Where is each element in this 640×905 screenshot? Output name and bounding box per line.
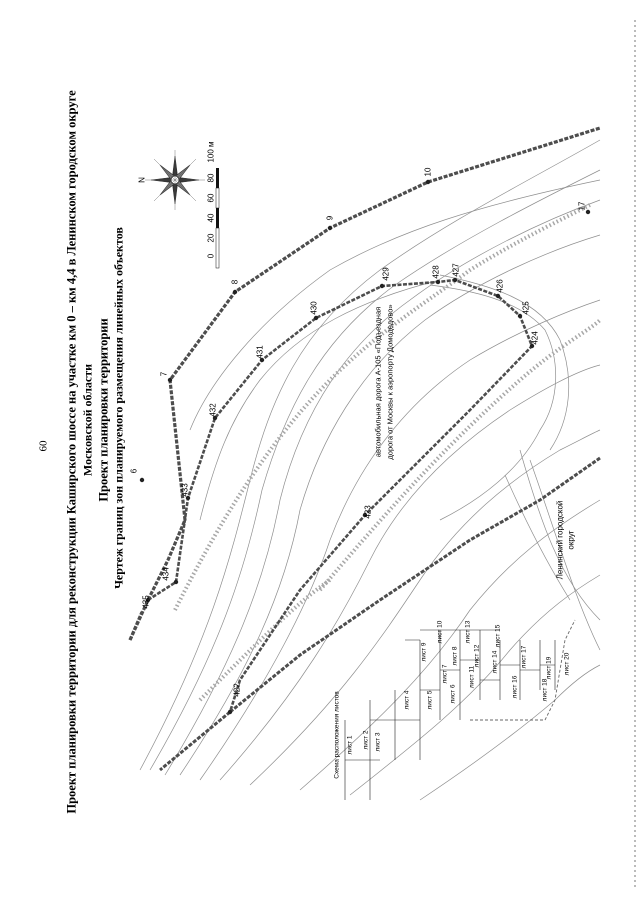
- point-label-430: 430: [309, 301, 319, 315]
- scale-tick-100: 100 м: [206, 141, 216, 163]
- compass-north-label: N: [137, 177, 147, 183]
- sheet-label-9: лист 9: [420, 642, 428, 662]
- point-10: [426, 180, 430, 184]
- sheet-label-17: лист 17: [520, 645, 528, 669]
- sheet-label-5: лист 5: [426, 690, 434, 710]
- point-label-428: 428: [431, 265, 441, 279]
- point-label-434: 434: [161, 567, 171, 581]
- point-label-424: 424: [530, 331, 540, 345]
- point-label-422: 422: [232, 683, 242, 697]
- sheet-label-1: лист 1: [346, 735, 354, 755]
- sheet-label-15: лист 15: [494, 624, 502, 648]
- point-label-7: 7: [159, 371, 169, 377]
- scale-tick-20: 20: [206, 233, 216, 243]
- road-label-line-2: дорога от Москвы к аэропорту Домодедово»: [385, 304, 395, 460]
- point-label-10: 10: [423, 167, 433, 177]
- scale-tick-80: 80: [206, 173, 216, 183]
- point-label-429: 429: [381, 267, 391, 281]
- title-line-2: Московской области: [80, 363, 95, 477]
- point-label-425: 425: [521, 301, 531, 315]
- point-434: [174, 580, 178, 584]
- point-17: [586, 210, 590, 214]
- point-7: [168, 378, 172, 382]
- point-label-9: 9: [325, 215, 335, 221]
- scale-tick-60: 60: [206, 193, 216, 203]
- point-label-423: 423: [363, 505, 373, 519]
- title-line-1: Проект планировки территории для реконструкции Каширского шоссе на участке км 0 – км 4,4 в Ленинском городском округе: [64, 90, 79, 814]
- point-label-433: 433: [180, 483, 190, 497]
- boundary-points: [140, 180, 590, 714]
- point-label-17: 17: [577, 201, 587, 211]
- sheet-label-11: лист 11: [468, 665, 476, 689]
- compass-rose-icon: [145, 150, 205, 210]
- sheet-label-2: лист 2: [362, 730, 370, 750]
- sheet-scheme-title: Схема расположения листов: [333, 691, 341, 779]
- scale-bar: [216, 168, 219, 268]
- sheet-label-16: лист 16: [511, 675, 519, 699]
- scale-tick-0: 0: [206, 253, 216, 259]
- point-label-6: 6: [129, 468, 139, 474]
- point-430: [314, 316, 318, 320]
- point-label-431: 431: [255, 345, 265, 359]
- point-label-8: 8: [230, 279, 240, 285]
- page-number: 60: [37, 440, 50, 452]
- point-429: [380, 284, 384, 288]
- district-label-line-1: Ленинский городской: [555, 500, 565, 580]
- point-label-426: 426: [495, 279, 505, 293]
- point-label-427: 427: [451, 263, 461, 277]
- sheet-label-7: лист 7: [441, 664, 449, 684]
- sheet-label-10: лист 10: [436, 620, 444, 644]
- title-line-4: Чертеж границ зон планируемого размещения линейных объектов: [111, 227, 126, 589]
- point-6: [140, 478, 144, 482]
- point-422: [228, 710, 232, 714]
- point-label-432: 432: [208, 403, 218, 417]
- sheet-label-20: лист 20: [563, 652, 571, 676]
- point-426: [496, 294, 500, 298]
- point-428: [436, 280, 440, 284]
- point-427: [453, 278, 457, 282]
- sheet-label-8: лист 8: [451, 646, 459, 666]
- road-label-line-1: автомобильная дорога А-105 «Подъездная: [373, 306, 383, 458]
- sheet-label-19: лист 19: [545, 656, 553, 680]
- sheet-label-6: лист 6: [449, 684, 457, 704]
- point-9: [328, 226, 332, 230]
- point-8: [233, 290, 237, 294]
- sheet-label-14: лист 14: [491, 650, 499, 674]
- sheet-label-18: лист 18: [541, 678, 549, 702]
- title-line-3: Проект планировки территории: [96, 318, 111, 502]
- district-label-line-2: округ: [566, 530, 576, 550]
- point-label-435: 435: [141, 595, 151, 609]
- sheet-label-3: лист 3: [374, 732, 382, 752]
- sheet-label-13: лист 13: [464, 620, 472, 644]
- sheet-label-12: лист 12: [473, 644, 481, 668]
- scale-tick-40: 40: [206, 213, 216, 223]
- sheet-label-4: лист 4: [403, 690, 411, 710]
